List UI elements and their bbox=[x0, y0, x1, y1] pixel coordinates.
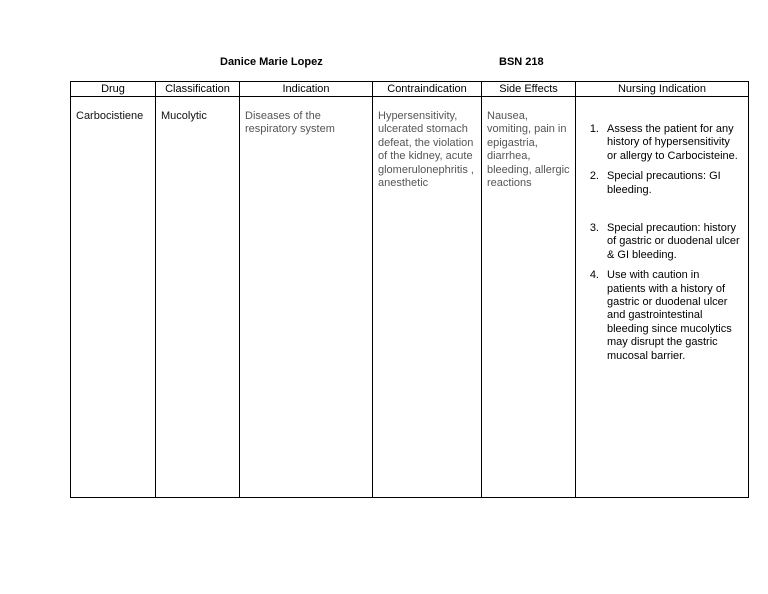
list-item-number: 4. bbox=[589, 269, 599, 282]
list-item-text: Use with caution in patients with a history of gastric or duodenal ulcer and gastrointestinal bleeding since mucolytics may disrupt the gastric mucosal barrier. bbox=[607, 269, 732, 362]
list-item bbox=[581, 123, 744, 163]
cell-drug bbox=[71, 97, 156, 498]
indication-text: Diseases of the respiratory system bbox=[245, 110, 335, 136]
list-item bbox=[581, 269, 744, 363]
contraindication-text: Hypersensitivity, ulcerated stomach defeat, the violation of the kidney, acute glomerulonephritis , anesthetic bbox=[378, 110, 474, 190]
drug-study-table bbox=[70, 81, 749, 498]
cell-indication bbox=[240, 97, 373, 498]
list-item-text: Special precautions: GI bleeding. bbox=[607, 170, 721, 196]
list-item-text: Assess the patient for any history of hypersensitivity or allergy to Carbocisteine. bbox=[607, 123, 738, 162]
column-header-nursing-indication: Nursing Indication bbox=[576, 82, 749, 97]
list-item bbox=[581, 222, 744, 262]
table-row bbox=[71, 97, 749, 498]
column-header-classification: Classification bbox=[156, 82, 240, 97]
column-header-drug: Drug bbox=[71, 82, 156, 97]
column-header-side-effects: Side Effects bbox=[482, 82, 576, 97]
cell-contraindication bbox=[373, 97, 482, 498]
list-item-number: 3. bbox=[589, 222, 599, 235]
student-name: Danice Marie Lopez bbox=[220, 56, 323, 68]
list-item bbox=[581, 170, 744, 197]
cell-nursing-indication bbox=[576, 97, 749, 498]
column-header-indication: Indication bbox=[240, 82, 373, 97]
list-item-number: 1. bbox=[589, 123, 599, 135]
drug-name: Carbocistiene bbox=[76, 110, 144, 122]
drug-classification: Mucolytic bbox=[161, 110, 207, 122]
list-item-text: Special precaution: history of gastric or duodenal ulcer & GI bleeding. bbox=[607, 222, 740, 261]
column-header-contraindication: Contraindication bbox=[373, 82, 482, 97]
cell-side-effects bbox=[482, 97, 576, 498]
list-item-number: 2. bbox=[589, 170, 599, 183]
cell-classification bbox=[156, 97, 240, 498]
course-code: BSN 218 bbox=[499, 56, 544, 68]
table-header-row bbox=[71, 82, 749, 97]
side-effects-text: Nausea, vomiting, pain in epigastria, diarrhea, bleeding, allergic reactions bbox=[487, 110, 570, 190]
nursing-indication-list bbox=[581, 123, 744, 363]
